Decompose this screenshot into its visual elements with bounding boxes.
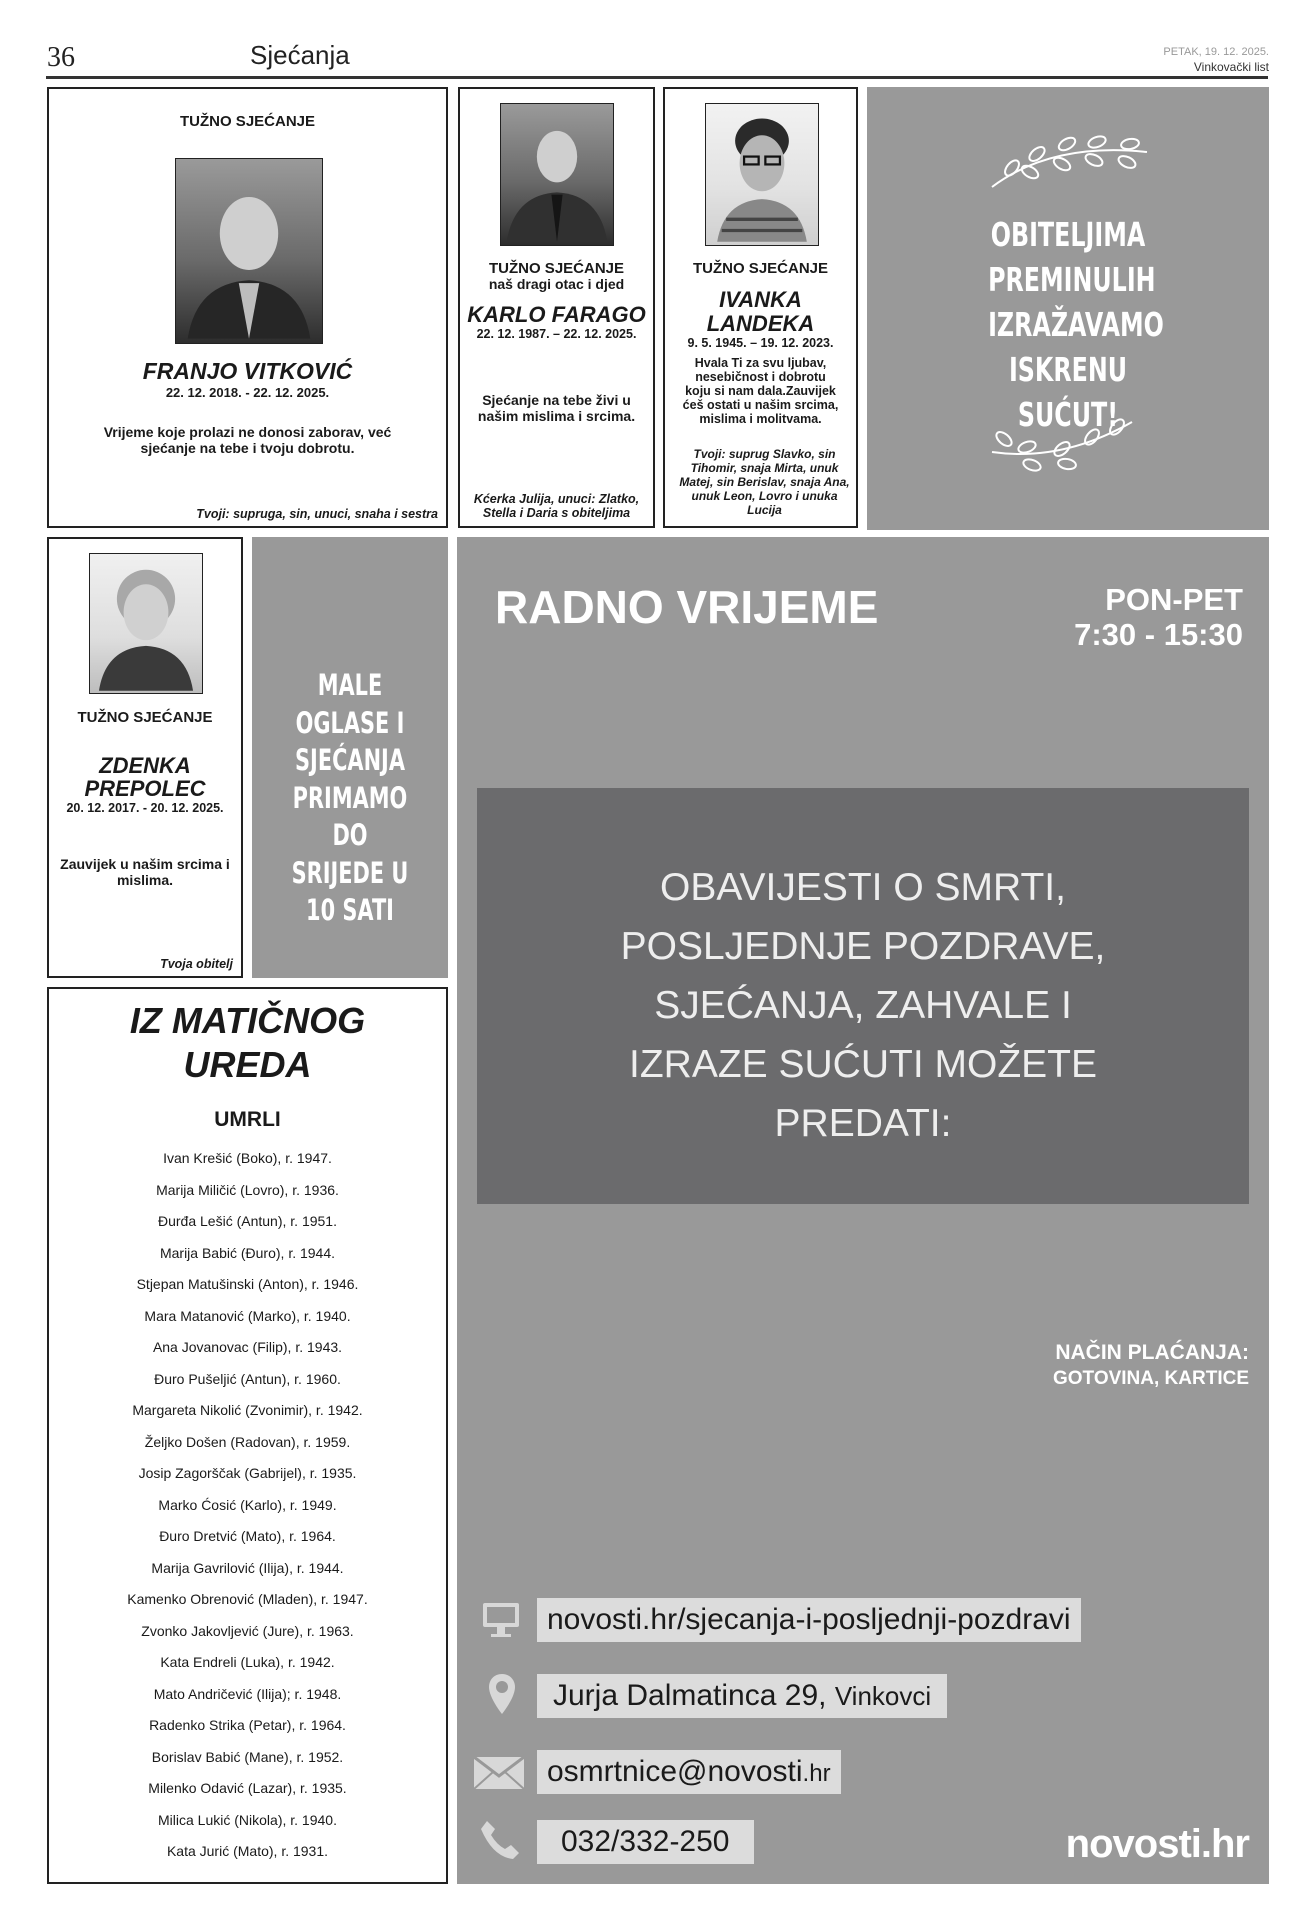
deceased-name: KARLO FARAGO — [467, 302, 646, 327]
registry-entry: Ana Jovanovac (Filip), r. 1943. — [152, 1339, 343, 1355]
registry-entry: Marija Gavrilović (Ilija), r. 1944. — [151, 1559, 344, 1576]
memorial-notice-farago — [458, 87, 655, 528]
website-link[interactable]: novosti.hr/sjecanja-i-posljednji-pozdravi — [537, 1598, 1081, 1642]
issue-date: PETAK, 19. 12. 2025. — [1163, 46, 1269, 58]
notice-dates: 22. 12. 2018. - 22. 12. 2025. — [165, 385, 330, 400]
registry-entry: Borislav Babić (Mane), r. 1952. — [151, 1748, 344, 1765]
email-link[interactable] — [537, 1750, 841, 1794]
registry-entry: Đuro Pušeljić (Antun), r. 1960. — [154, 1370, 341, 1387]
laurel-branch-icon — [982, 407, 1142, 472]
email-tld: .hr — [802, 1760, 831, 1787]
condolence-text: OBITELJIMA PREMINULIH IZRAŽAVAMO ISKRENU SUĆUT! — [988, 215, 1164, 434]
notice-banner — [477, 788, 1249, 1204]
condolence-box — [867, 87, 1269, 530]
memorial-notice-prepolec — [47, 537, 243, 978]
registry-entry: Kata Endreli (Luka), r. 1942. — [160, 1654, 335, 1670]
portrait-photo — [705, 103, 819, 246]
portrait-photo — [175, 158, 323, 344]
phone-number[interactable]: 032/332-250 — [537, 1820, 754, 1864]
portrait-photo — [89, 553, 203, 694]
phone-icon — [479, 1819, 521, 1861]
address-city: Vinkovci — [834, 1681, 932, 1711]
advertisement-panel — [457, 537, 1269, 1884]
registry-entry: Mato Andričević (Ilija); r. 1948. — [153, 1685, 342, 1702]
novosti-logo: novosti.hr — [1065, 1822, 1249, 1866]
registry-entry: Marko Ćosić (Karlo), r. 1949. — [158, 1496, 337, 1513]
notice-signature: Kćerka Julija, unuci: Zlatko, Stella i Daria s obiteljima — [473, 492, 640, 520]
notice-heading: TUŽNO SJEĆANJE — [692, 260, 829, 277]
registry-entry: Milenko Odavić (Lazar), r. 1935. — [148, 1780, 347, 1796]
publication-name: Vinkovački list — [1193, 60, 1269, 74]
notice-heading: TUŽNO SJEĆANJE — [488, 260, 625, 277]
notice-dates: 9. 5. 1945. – 19. 12. 2023. — [687, 336, 834, 350]
registry-entry: Željko Došen (Radovan), r. 1959. — [144, 1433, 351, 1450]
registry-entry: Radenko Strika (Petar), r. 1964. — [149, 1717, 346, 1733]
address-street: Jurja Dalmatinca 29, — [553, 1679, 827, 1712]
registry-entry: Stjepan Matušinski (Anton), r. 1946. — [136, 1276, 359, 1292]
notice-dates: 20. 12. 2017. - 20. 12. 2025. — [66, 801, 224, 815]
notice-signature: Tvoji: supruga, sin, unuci, snaha i sestra — [196, 507, 438, 521]
deceased-name: ZDENKA PREPOLEC — [84, 753, 206, 801]
registry-list — [49, 1143, 446, 1868]
deceased-name: FRANJO VITKOVIĆ — [142, 358, 353, 384]
deadline-text: MALE OGLASE I SJEĆANJA PRIMAMO DO SRIJEDE U 10 SATI — [291, 668, 409, 927]
registry-entry: Kamenko Obrenović (Mladen), r. 1947. — [127, 1591, 368, 1607]
payment-label: NAČIN PLAĆANJA: — [1055, 1341, 1249, 1364]
registry-title: IZ MATIČNOG UREDA — [129, 1000, 366, 1085]
notice-banner-text: OBAVIJESTI O SMRTI, POSLJEDNJE POZDRAVE, SJEĆANJA, ZAHVALE I IZRAZE SUĆUTI MOŽETE PREDATI: — [620, 866, 1106, 1145]
notice-signature: Tvoji: suprug Slavko, sin Tihomir, snaja Mirta, unuk Matej, sin Berislav, snaja Ana, unuk Leon, Lovro i unuka Lucija — [679, 447, 850, 517]
portrait-photo — [500, 103, 614, 246]
memorial-notice-landeka — [663, 87, 858, 528]
working-days: PON-PET — [1105, 582, 1243, 617]
memorial-notice-vitkovic — [47, 87, 448, 528]
registry-box — [47, 987, 448, 1884]
email-main: osmrtnice@novosti — [547, 1755, 803, 1788]
notice-signature: Tvoja obitelj — [160, 957, 233, 971]
notice-text: Vrijeme koje prolazi ne donosi zaborav, već sjećanje na tebe i tvoju dobrotu. — [103, 424, 392, 456]
working-hours: 7:30 - 15:30 — [1074, 617, 1243, 652]
payment-methods: GOTOVINA, KARTICE — [1053, 1368, 1249, 1389]
registry-entry: Marija Babić (Đuro), r. 1944. — [159, 1244, 336, 1261]
deadline-box — [252, 537, 448, 978]
registry-entry: Ivan Krešić (Boko), r. 1947. — [163, 1150, 332, 1166]
header-rule — [46, 76, 1268, 79]
registry-entry: Mara Matanović (Marko), r. 1940. — [144, 1307, 351, 1324]
registry-entry: Marija Miličić (Lovro), r. 1936. — [156, 1181, 339, 1198]
page-number: 36 — [47, 42, 75, 73]
notice-text: Sjećanje na tebe živi u našim mislima i srcima. — [477, 392, 636, 424]
registry-entry: Zvonko Jakovljević (Jure), r. 1963. — [141, 1622, 354, 1639]
notice-heading: TUŽNO SJEĆANJE — [77, 709, 213, 726]
notice-text: Hvala Ti za svu ljubav, nesebičnost i dobrotu koju si nam dala.Zauvijek ćeš ostati u našim srcima, mislima i molitvama. — [682, 356, 839, 426]
registry-entry: Đuro Dretvić (Mato), r. 1964. — [159, 1528, 336, 1544]
registry-entry: Kata Jurić (Mato), r. 1931. — [166, 1843, 329, 1859]
section-title: Sjećanja — [250, 40, 350, 70]
notice-heading: TUŽNO SJEĆANJE — [179, 113, 316, 130]
laurel-branch-icon — [982, 132, 1157, 197]
envelope-icon — [473, 1756, 525, 1790]
address — [537, 1674, 947, 1718]
registry-entry: Margareta Nikolić (Zvonimir), r. 1942. — [132, 1402, 363, 1418]
location-pin-icon — [487, 1672, 517, 1716]
deceased-name: IVANKA LANDEKA — [706, 287, 815, 336]
notice-subtitle: naš dragi otac i djed — [488, 276, 625, 292]
notice-text: Zauvijek u našim srcima i mislima. — [60, 856, 230, 888]
monitor-icon — [481, 1601, 521, 1639]
registry-subtitle: UMRLI — [214, 1108, 281, 1131]
registry-entry: Josip Zagorščak (Gabrijel), r. 1935. — [138, 1465, 357, 1481]
registry-entry: Đurđa Lešić (Antun), r. 1951. — [158, 1213, 337, 1229]
working-hours-title: RADNO VRIJEME — [495, 581, 879, 633]
registry-entry: Milica Lukić (Nikola), r. 1940. — [158, 1811, 337, 1828]
notice-dates: 22. 12. 1987. – 22. 12. 2025. — [476, 327, 637, 341]
